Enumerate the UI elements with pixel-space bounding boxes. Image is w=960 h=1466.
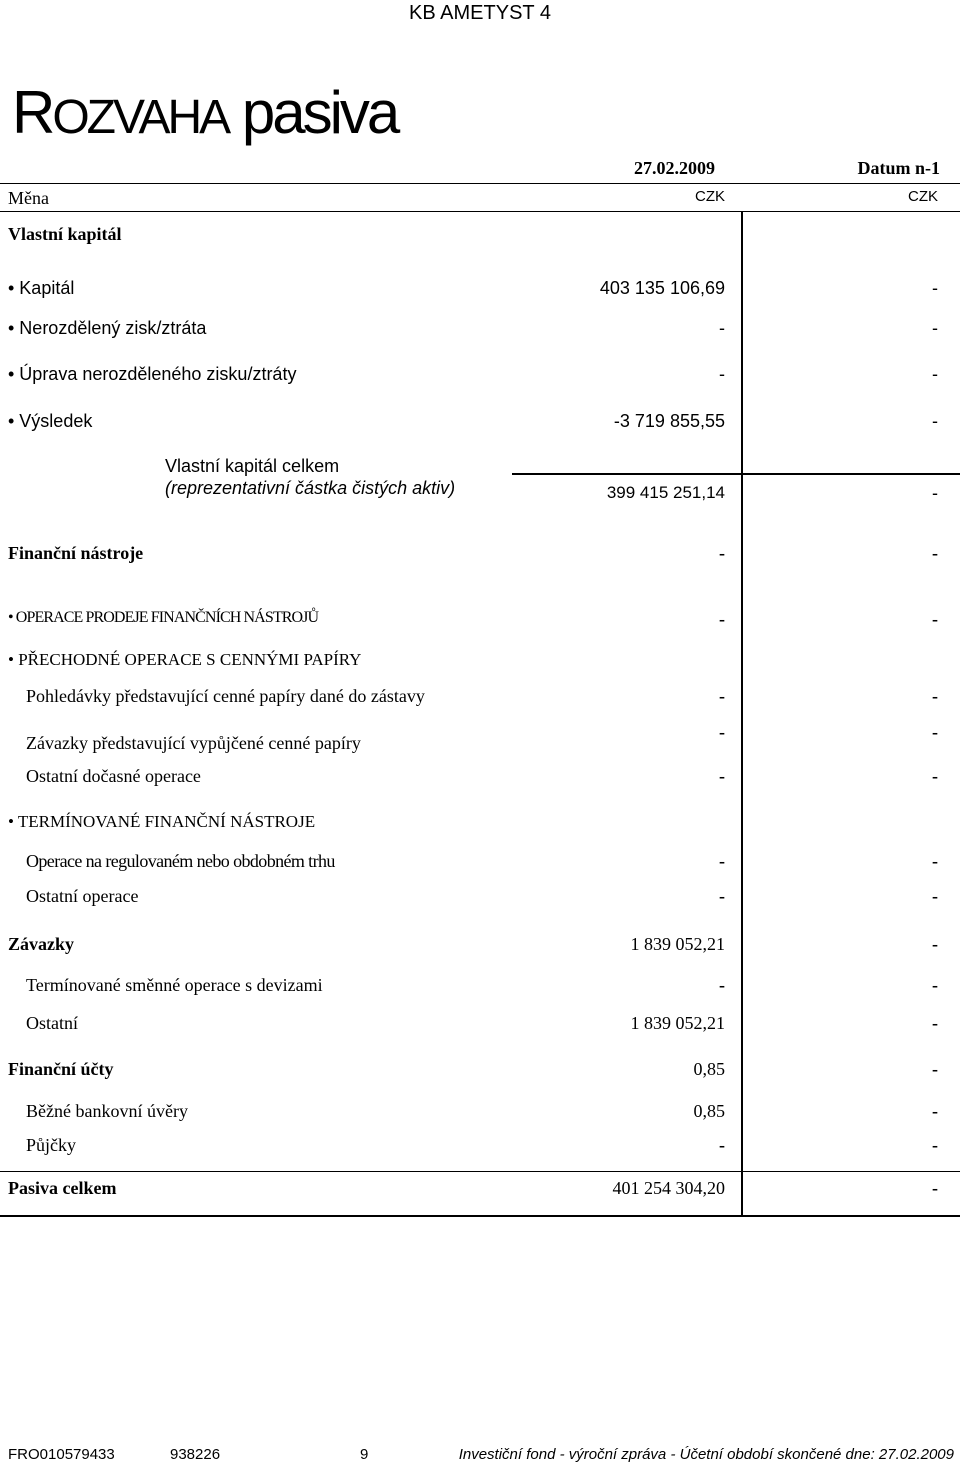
row-retained-adj-label: • Úprava nerozděleného zisku/ztráty (8, 364, 297, 384)
title-rest: OZVAHA (52, 91, 229, 144)
row-retained-adj-current: - (719, 364, 725, 384)
equity-total-label: Vlastní kapitál celkem (165, 456, 340, 476)
currency-label: Měna (8, 188, 49, 208)
bank-credits-previous: - (932, 1101, 938, 1121)
financial-instruments-previous: - (932, 543, 938, 563)
currency-current: CZK (695, 188, 725, 205)
fi-sales-ops-label: • OPERACE PRODEJE FINANČNÍCH NÁSTROJŮ (8, 609, 319, 626)
liabilities-previous: - (932, 934, 938, 954)
row-capital-current: 403 135 106,69 (599, 278, 725, 298)
currency-previous: CZK (908, 188, 938, 205)
other-temp-ops-label: Ostatní dočasné operace (26, 766, 201, 786)
footer-note: Investiční fond - výroční zpráva - Účetní období skončené dne: 27.02.2009 (458, 1446, 954, 1463)
fund-name: KB AMETYST 4 (409, 2, 551, 24)
row-result-current: -3 719 855,55 (613, 411, 725, 431)
fx-forwards-label: Termínované směnné operace s devizami (26, 975, 323, 995)
pledged-receivables-previous: - (932, 686, 938, 706)
equity-heading: Vlastní kapitál (8, 224, 122, 244)
fi-sales-ops-previous: - (932, 609, 938, 629)
borrowed-payables-label: Závazky představující vypůjčené cenné papíry (26, 733, 361, 753)
row-retained-label: • Nerozdělený zisk/ztráta (8, 318, 207, 338)
temp-ops-heading: • PŘECHODNÉ OPERACE S CENNÝMI PAPÍRY (8, 650, 362, 669)
pledged-receivables-current: - (719, 686, 725, 706)
title-initial: R (12, 79, 53, 146)
regulated-market-previous: - (932, 851, 938, 871)
page-title (12, 78, 397, 147)
financial-accounts-previous: - (932, 1059, 938, 1079)
row-result-label: • Výsledek (8, 411, 93, 431)
other-liab-current: 1 839 052,21 (630, 1013, 725, 1033)
other-temp-ops-previous: - (932, 766, 938, 786)
title-word: pasiva (241, 79, 398, 146)
other-liab-label: Ostatní (26, 1013, 78, 1033)
other-ops-label: Ostatní operace (26, 886, 139, 906)
header-rule (0, 183, 960, 184)
bank-credits-current: 0,85 (693, 1101, 725, 1121)
other-liab-previous: - (932, 1013, 938, 1033)
regulated-market-current: - (719, 851, 725, 871)
row-retained-current: - (719, 318, 725, 338)
equity-total-current: 399 415 251,14 (606, 483, 725, 502)
financial-accounts-label: Finanční účty (8, 1059, 114, 1079)
financial-accounts-current: 0,85 (693, 1059, 725, 1079)
column-date-current: 27.02.2009 (634, 158, 715, 178)
financial-instruments-current: - (719, 543, 725, 563)
total-rule-top (0, 1171, 960, 1172)
loans-label: Půjčky (26, 1135, 77, 1155)
total-liabilities-label: Pasiva celkem (8, 1178, 117, 1198)
fx-forwards-previous: - (932, 975, 938, 995)
column-date-previous: Datum n-1 (857, 158, 940, 178)
pledged-receivables-label: Pohledávky představující cenné papíry dané do zástavy (26, 686, 425, 706)
row-retained-adj-previous: - (932, 364, 938, 384)
other-temp-ops-current: - (719, 766, 725, 786)
row-retained-previous: - (932, 318, 938, 338)
total-rule-bottom (0, 1215, 960, 1217)
row-capital-label: • Kapitál (8, 278, 75, 298)
loans-current: - (719, 1135, 725, 1155)
row-result-previous: - (932, 411, 938, 431)
total-liabilities-previous: - (932, 1178, 938, 1198)
footer-code: FRO010579433 (8, 1446, 115, 1463)
financial-instruments-label: Finanční nástroje (8, 543, 144, 563)
total-liabilities-current: 401 254 304,20 (612, 1178, 725, 1198)
equity-total-rule (512, 473, 960, 475)
fi-sales-ops-current: - (719, 609, 725, 629)
bank-credits-label: Běžné bankovní úvěry (26, 1101, 188, 1121)
borrowed-payables-current: - (719, 722, 725, 742)
liabilities-label: Závazky (8, 934, 75, 954)
footer-page-number: 9 (360, 1446, 369, 1463)
equity-total-sublabel: (reprezentativní částka čistých aktiv) (165, 478, 456, 498)
liabilities-current: 1 839 052,21 (630, 934, 725, 954)
term-fi-heading: • TERMÍNOVANÉ FINANČNÍ NÁSTROJE (8, 812, 316, 831)
equity-total-previous: - (932, 483, 938, 503)
currency-rule (0, 211, 960, 212)
regulated-market-label: Operace na regulovaném nebo obdobném trhu (26, 851, 335, 871)
footer-number: 938226 (170, 1446, 221, 1463)
borrowed-payables-previous: - (932, 722, 938, 742)
other-ops-previous: - (932, 886, 938, 906)
row-capital-previous: - (932, 278, 938, 298)
fx-forwards-current: - (719, 975, 725, 995)
loans-previous: - (932, 1135, 938, 1155)
column-separator (741, 212, 743, 1216)
other-ops-current: - (719, 886, 725, 906)
